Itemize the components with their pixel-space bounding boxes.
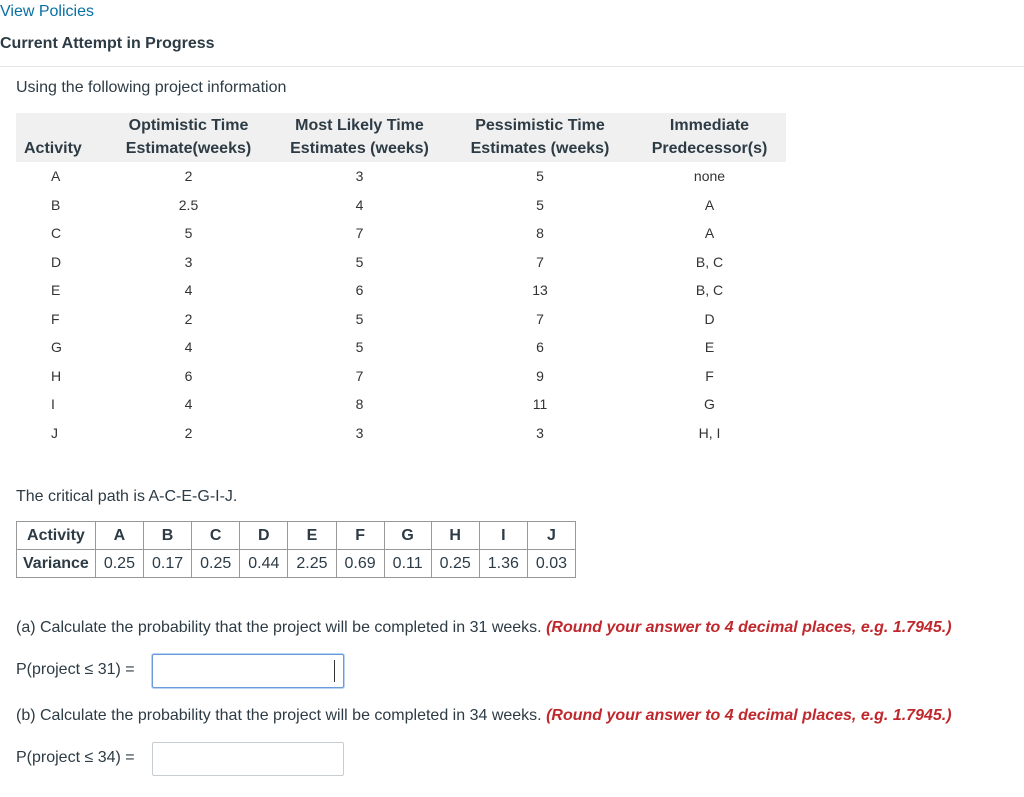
cell-activity: F <box>51 310 60 327</box>
cell-likely: 3 <box>355 424 364 441</box>
cell-likely: 5 <box>355 253 364 270</box>
cell-likely: 3 <box>355 168 364 185</box>
cell-optimistic: 2 <box>184 424 193 441</box>
variance-value-cell: 0.25 <box>192 550 240 578</box>
variance-activity-cell: F <box>336 522 384 550</box>
table-row <box>16 305 786 334</box>
variance-value-cell: 0.17 <box>143 550 191 578</box>
cell-optimistic: 6 <box>184 367 193 384</box>
cell-optimistic: 5 <box>184 225 193 242</box>
variance-activity-cell: J <box>527 522 575 550</box>
header-optimistic-line1: Optimistic Time <box>128 117 249 134</box>
part-a-hint: (Round your answer to 4 decimal places, e.g. 1.7945.) <box>546 619 952 636</box>
cell-optimistic: 2 <box>184 310 193 327</box>
cell-pessimistic: 13 <box>532 282 548 299</box>
cell-likely: 7 <box>355 225 364 242</box>
cell-optimistic: 4 <box>184 396 193 413</box>
cell-activity: A <box>51 168 61 185</box>
attempt-status: Current Attempt in Progress <box>0 35 215 52</box>
cell-likely: 8 <box>355 396 364 413</box>
table-row <box>16 390 786 419</box>
cell-pessimistic: 9 <box>536 367 544 384</box>
part-a-text: (a) Calculate the probability that the project will be completed in 31 weeks. <box>16 619 542 636</box>
cell-optimistic: 2.5 <box>178 196 199 213</box>
header-activity <box>16 113 105 162</box>
header-optimistic <box>105 113 272 162</box>
table-row <box>16 333 786 362</box>
part-b-answer-input[interactable] <box>152 742 344 776</box>
variance-value-cell: 0.69 <box>336 550 384 578</box>
header-optimistic-line2: Estimate(weeks) <box>125 140 252 157</box>
variance-activity-cell: G <box>384 522 431 550</box>
text-caret <box>334 660 335 682</box>
header-likely-line1: Most Likely Time <box>295 117 424 134</box>
variance-activity-label: Activity <box>17 522 96 550</box>
cell-activity: H <box>51 367 62 384</box>
cell-pred: H, I <box>698 424 721 441</box>
header-pred-line1: Immediate <box>669 117 750 134</box>
variance-value-cell: 0.44 <box>240 550 288 578</box>
cell-pessimistic: 6 <box>536 339 544 356</box>
cell-pessimistic: 8 <box>536 225 544 242</box>
variance-activity-cell: E <box>288 522 336 550</box>
variance-activity-row <box>17 522 576 550</box>
variance-table <box>16 521 576 578</box>
part-b-label: P(project ≤ 34) = <box>16 749 135 766</box>
cell-likely: 6 <box>355 282 364 299</box>
cell-activity: J <box>51 424 58 441</box>
header-pessimistic-line1: Pessimistic Time <box>475 117 605 134</box>
part-a-question <box>16 619 952 637</box>
table-row <box>16 276 786 305</box>
part-a-answer-input[interactable] <box>152 654 344 688</box>
cell-pred: none <box>693 168 726 185</box>
table-row <box>16 162 786 191</box>
cell-pessimistic: 7 <box>536 253 544 270</box>
project-table-header <box>16 113 786 162</box>
header-predecessors <box>633 113 786 162</box>
project-table <box>16 113 786 447</box>
table-row <box>16 191 786 220</box>
header-activity-label: Activity <box>24 140 82 157</box>
variance-activity-cell: H <box>431 522 479 550</box>
cell-activity: D <box>51 253 62 270</box>
variance-activity-cell: D <box>240 522 288 550</box>
project-table-body <box>16 162 786 447</box>
header-pred-line2: Predecessor(s) <box>651 140 768 157</box>
cell-pessimistic: 5 <box>536 168 544 185</box>
cell-pred: G <box>704 396 715 413</box>
cell-pred: B, C <box>695 253 724 270</box>
variance-activity-cell: I <box>479 522 527 550</box>
variance-value-cell: 1.36 <box>479 550 527 578</box>
cell-likely: 4 <box>355 196 364 213</box>
variance-value-cell: 0.25 <box>95 550 143 578</box>
table-row <box>16 248 786 277</box>
cell-optimistic: 2 <box>184 168 193 185</box>
header-pessimistic-line2: Estimates (weeks) <box>470 140 610 157</box>
part-a-label: P(project ≤ 31) = <box>16 661 135 678</box>
header-pessimistic <box>447 113 633 162</box>
cell-pessimistic: 11 <box>532 396 548 413</box>
view-policies-link[interactable]: View Policies <box>0 3 94 20</box>
cell-likely: 5 <box>355 339 364 356</box>
cell-activity: I <box>51 396 55 413</box>
cell-activity: B <box>51 196 61 213</box>
cell-likely: 7 <box>355 367 364 384</box>
header-divider <box>0 66 1024 67</box>
cell-likely: 5 <box>355 310 364 327</box>
part-b-text: (b) Calculate the probability that the project will be completed in 34 weeks. <box>16 707 542 724</box>
cell-pred: E <box>704 339 715 356</box>
cell-pred: F <box>705 367 714 384</box>
cell-pred: B, C <box>695 282 724 299</box>
variance-value-cell: 2.25 <box>288 550 336 578</box>
variance-value-row <box>17 550 576 578</box>
table-row <box>16 419 786 448</box>
variance-value-label: Variance <box>17 550 96 578</box>
cell-activity: G <box>51 339 62 356</box>
cell-pred: A <box>704 225 715 242</box>
variance-activity-cell: A <box>95 522 143 550</box>
part-b-question <box>16 707 952 725</box>
part-b-hint: (Round your answer to 4 decimal places, e.g. 1.7945.) <box>546 707 952 724</box>
cell-pessimistic: 7 <box>536 310 544 327</box>
cell-pred: A <box>704 196 715 213</box>
cell-activity: E <box>51 282 61 299</box>
cell-pessimistic: 3 <box>536 424 544 441</box>
cell-pred: D <box>704 310 715 327</box>
header-likely-line2: Estimates (weeks) <box>290 140 429 157</box>
critical-path-text: The critical path is A-C-E-G-I-J. <box>16 488 238 505</box>
cell-pessimistic: 5 <box>536 196 544 213</box>
question-intro: Using the following project information <box>16 79 287 96</box>
cell-activity: C <box>51 225 62 242</box>
variance-activity-cell: B <box>143 522 191 550</box>
cell-optimistic: 4 <box>184 339 193 356</box>
variance-value-cell: 0.03 <box>527 550 575 578</box>
variance-value-cell: 0.11 <box>384 550 431 578</box>
header-most-likely <box>272 113 447 162</box>
cell-optimistic: 4 <box>184 282 193 299</box>
variance-value-cell: 0.25 <box>431 550 479 578</box>
variance-activity-cell: C <box>192 522 240 550</box>
table-row <box>16 362 786 391</box>
table-row <box>16 219 786 248</box>
cell-optimistic: 3 <box>184 253 193 270</box>
